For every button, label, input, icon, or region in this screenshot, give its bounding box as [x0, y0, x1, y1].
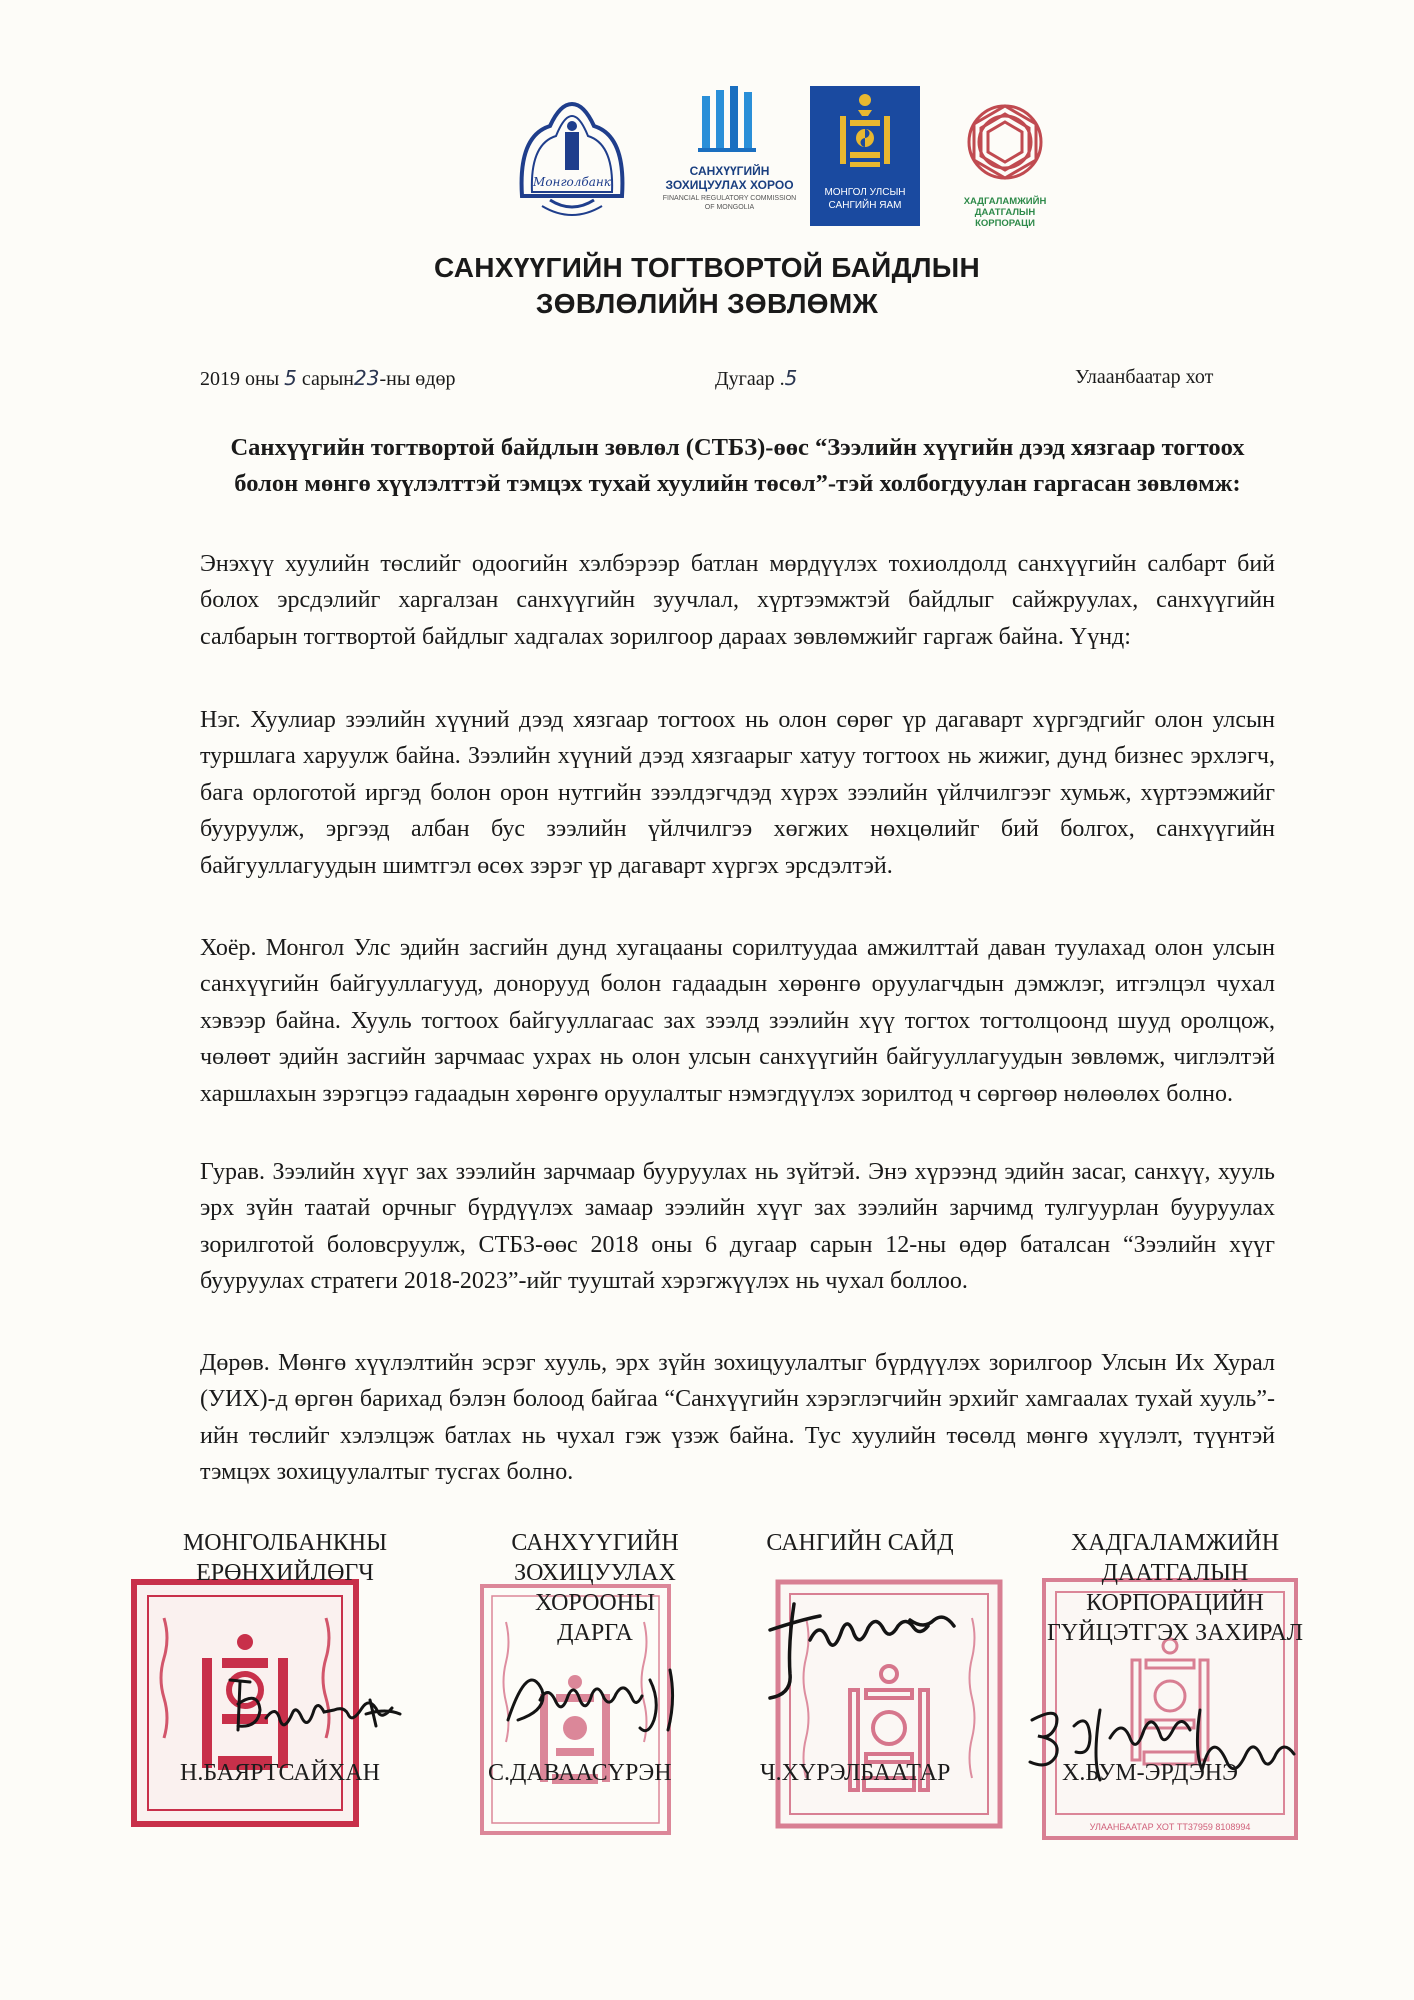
- signatory-2-name: С.ДАВААСҮРЭН: [488, 1760, 672, 1786]
- document-subject: Санхүүгийн тогтвортой байдлын зөвлөл (СТБЗ)-өөс “Зээлийн хүүгийн дээд хязгаар тогтоох болон мөнгө хүүлэлттэй тэмцэх тухай хуулийн төсөл”-тэй холбогдуулан гаргасан зөвлөмж:: [230, 434, 1245, 497]
- intro-paragraph: Энэхүү хуулийн төслийг одоогийн хэлбэрээр батлан мөрдүүлэх тохиолдолд санхүүгийн салбарт бий болох эрсдэлийг харгалзан санхүүгийн зуучлал, хүртээмжтэй байдлыг сайжруулах, санхүүгийн салбарын тогтвортой байдлыг хадгалах зорилгоор дараах зөвлөмжийг гаргаж байна. Үүнд:: [200, 551, 1275, 650]
- signatory-1-name: Н.БАЯРТСАЙХАН: [180, 1760, 380, 1786]
- document-title-line-1: САНХҮҮГИЙН ТОГТВОРТОЙ БАЙДЛЫН: [433, 252, 981, 283]
- document-title-line-2: ЗӨВЛӨЛИЙН ЗӨВЛӨМЖ: [535, 288, 879, 319]
- frc-logo-subtitle: FINANCIAL REGULATORY COMMISSION OF MONGOLIA: [662, 195, 797, 211]
- deposit-insurance-logo: [950, 94, 1060, 234]
- document-number: Дугаар .5: [715, 366, 798, 390]
- ministry-of-finance-name: МОНГОЛ УЛСЫН САНГИЙН ЯАМ: [824, 187, 906, 211]
- document-title: [0, 250, 1414, 322]
- signatory-2-signature: [500, 1650, 720, 1740]
- signatory-4-name: Х.БУМ-ЭРДЭНЭ: [1062, 1760, 1238, 1786]
- signatory-3-name: Ч.ХҮРЭЛБААТАР: [760, 1760, 951, 1786]
- frc-logo-name: САНХҮҮГИЙН ЗОХИЦУУЛАХ ХОРОО: [665, 164, 794, 192]
- paragraph-three: Гурав. Зээлийн хүүг зах зээлийн зарчмаар бууруулах нь зүйтэй. Энэ хүрээнд эдийн засаг, санхүү, хууль эрх зүйн таатай орчныг бүрдүүлэх замаар зээлийн хүүг зах зээлийн зарчимд тулгуурлан бууруулах зорилготой боловсруулж, СТБЗ-өөс 2018 оны 6 дугаар сарын 12-ны өдөр баталсан “Зээлийн хүүг бууруулах стратеги 2018-2023”-ийг тууштай хэрэгжүүлэх нь чухал боллоо.: [200, 1159, 1275, 1295]
- date-month-handwritten: 5: [284, 366, 297, 390]
- signatory-3-signature: [750, 1590, 990, 1700]
- document-date: 2019 оны 5 сарын23-ны өдөр: [200, 366, 456, 390]
- signatory-2-title: САНХҮҮГИЙН ЗОХИЦУУЛАХ ХОРООНЫ ДАРГА: [511, 1530, 679, 1646]
- deposit-insurance-stamp-text: УЛААНБААТАР ХОТ ТТ37959 8108994: [1089, 1822, 1251, 1832]
- mongolbank-logo-text: Монголбанк: [533, 175, 611, 189]
- signatory-3-title: САНГИЙН САЙД: [766, 1530, 954, 1556]
- signatory-1-title: МОНГОЛБАНКНЫ ЕРӨНХИЙЛӨГЧ: [182, 1530, 388, 1586]
- signatory-4-title: ХАДГАЛАМЖИЙН ДААТГАЛЫН КОРПОРАЦИЙН ГҮЙЦЭТГЭХ ЗАХИРАЛ: [1046, 1530, 1304, 1646]
- date-day-handwritten: 23: [354, 366, 380, 390]
- paragraph-one: Нэг. Хуулиар зээлийн хүүний дээд хязгаар тогтоох нь олон сөрөг үр дагаварт хүргэдгийг олон улсын туршлага харуулж байна. Зээлийн хүүний дээд хязгаарыг хатуу тогтоох нь жижиг, дунд бизнес эрхлэгч, бага орлоготой иргэд болон орон нутгийн зээлдэгчдэд хүрэх зээлийн үйлчилгээг хумьж, хүртээмжийг бууруулж, эргээд албан бус зээлийн үйлчилгээ хөгжих нөхцөлийг бий болгох, санхүүгийн байгууллагуудын шимтгэл өсөх зэрэг үр дагаварт хүргэх эрсдэлтэй.: [200, 707, 1275, 879]
- document-city: Улаанбаатар хот: [1075, 366, 1214, 388]
- ministry-of-finance-logo: [810, 86, 920, 226]
- logo-row: [500, 86, 1060, 236]
- document-number-handwritten: 5: [784, 366, 798, 390]
- frc-logo: [662, 86, 797, 231]
- paragraph-two: Хоёр. Монгол Улс эдийн засгийн дунд хугацааны сорилтуудаа амжилттай даван туулахад олон улсын санхүүгийн байгууллагууд, донорууд болон гадаадын хөрөнгө оруулагчдын дэмжлэг, итгэлцэл чухал хэвээр байна. Хууль тогтоох байгууллагаас зах зээлд зээлийн хүү тогтох тогтолцоонд шууд оролцож, чөлөөт эдийн засгийн зарчмаас ухрах нь олон улсын санхүүгийн байгууллагуудын зөвлөмж, чиглэлтэй харшлахын зэрэгцээ гадаадын хөрөнгө оруулалтыг нэмэгдүүлэх зорилтод ч сөргөөр нөлөөлөх болно.: [200, 935, 1275, 1107]
- mongolbank-logo: [510, 96, 635, 226]
- signatory-1-signature: [220, 1660, 440, 1750]
- paragraph-four: Дөрөв. Мөнгө хүүлэлтийн эсрэг хууль, эрх зүйн зохицуулалтыг бүрдүүлэх зорилгоор Улсын Их Хурал (УИХ)-д өргөн барихад бэлэн болоод байгаа “Санхүүгийн хэрэглэгчийн эрхийг хамгаалах тухай хууль”-ийн төслийг хэлэлцэж батлах нь чухал гэж үзэж байна. Тус хуулийн төсөлд мөнгө хүүлэлт, түүнтэй тэмцэх зохицуулалтыг тусгах болно.: [200, 1350, 1275, 1486]
- deposit-insurance-name: ХАДГАЛАМЖИЙН ДААТГАЛЫН КОРПОРАЦИ: [963, 196, 1047, 229]
